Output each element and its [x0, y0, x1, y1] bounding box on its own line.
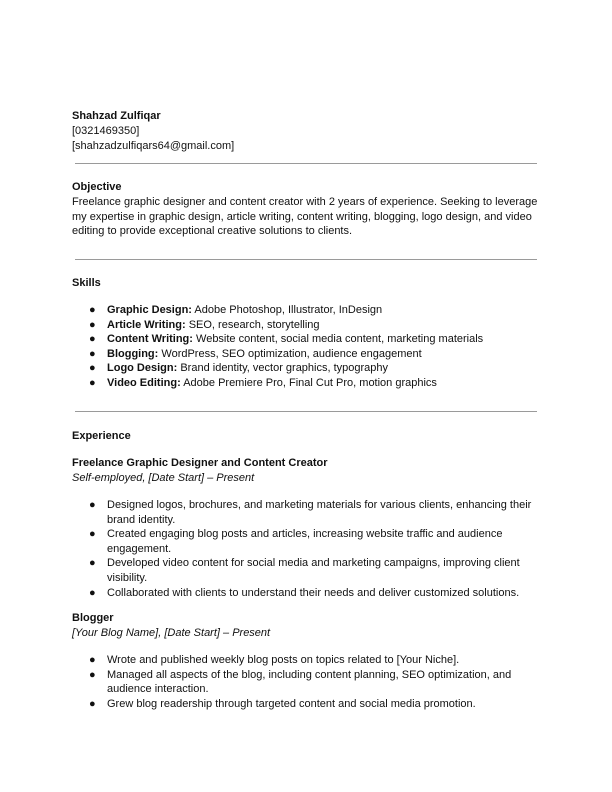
job-title: Freelance Graphic Designer and Content Creator	[72, 457, 328, 469]
job-entry	[72, 611, 540, 711]
list-item	[72, 498, 540, 527]
skill-value: Brand identity, vector graphics, typography	[180, 362, 389, 375]
bullet-icon: ●	[89, 697, 96, 710]
bullet-icon: ●	[89, 499, 96, 511]
list-item	[72, 668, 540, 697]
divider	[75, 259, 537, 260]
bullet-icon: ●	[89, 557, 96, 570]
list-item	[72, 586, 540, 601]
objective-text: Freelance graphic designer and content creator with 2 years of experience. Seeking to leverage my expertise in graphic design, article writing, content writing, blogging, logo design, and video editing to provide exceptional creative solutions to clients.	[72, 196, 538, 238]
list-item	[72, 527, 540, 556]
objective-heading: Objective	[72, 181, 122, 193]
experience-section	[72, 429, 540, 712]
bullet-text: Wrote and published weekly blog posts on topics related to [Your Niche].	[107, 654, 460, 667]
job-title: Blogger	[72, 612, 114, 625]
candidate-name: Shahzad Zulfiqar	[72, 110, 161, 122]
skill-label: Article Writing:	[107, 318, 186, 331]
skill-item	[72, 318, 540, 333]
list-item	[72, 697, 540, 712]
list-item	[72, 653, 540, 668]
skill-item	[72, 376, 540, 391]
skill-value: SEO, research, storytelling	[188, 318, 320, 331]
bullet-icon: ●	[89, 586, 96, 599]
skill-label: Blogging:	[107, 347, 159, 360]
bullet-text: Created engaging blog posts and articles, increasing website traffic and audience engagement.	[107, 528, 503, 555]
divider	[75, 163, 537, 164]
bullet-icon: ●	[89, 528, 96, 541]
skill-item	[72, 361, 540, 376]
skill-label: Graphic Design:	[107, 304, 192, 316]
bullet-icon: ●	[89, 376, 96, 389]
bullet-icon: ●	[89, 668, 96, 681]
skills-list	[72, 303, 540, 391]
job-bullets	[72, 653, 540, 711]
skills-section	[72, 276, 540, 391]
bullet-icon: ●	[89, 362, 96, 375]
phone-number: [0321469350]	[72, 125, 140, 137]
bullet-icon: ●	[89, 333, 96, 346]
skill-value: Adobe Photoshop, Illustrator, InDesign	[194, 304, 383, 316]
job-bullets	[72, 498, 540, 600]
skill-item	[72, 332, 540, 347]
bullet-text: Developed video content for social media and marketing campaigns, improving client visibility.	[107, 557, 520, 584]
job-subtitle: Self-employed, [Date Start] – Present	[72, 472, 255, 484]
experience-heading: Experience	[72, 430, 131, 442]
list-item	[72, 556, 540, 585]
bullet-icon: ●	[89, 304, 96, 316]
bullet-text: Grew blog readership through targeted content and social media promotion.	[107, 697, 476, 710]
bullet-text: Managed all aspects of the blog, including content planning, SEO optimization, and audience interaction.	[107, 668, 512, 696]
skill-label: Content Writing:	[107, 333, 193, 346]
skills-heading: Skills	[72, 277, 101, 289]
skill-item	[72, 347, 540, 362]
contact-block	[72, 109, 540, 153]
bullet-icon: ●	[89, 654, 96, 667]
email-address: [shahzadzulfiqars64@gmail.com]	[72, 139, 235, 152]
skill-item	[72, 303, 540, 318]
skill-label: Logo Design:	[107, 362, 178, 375]
bullet-text: Collaborated with clients to understand their needs and deliver customized solutions.	[107, 586, 520, 599]
bullet-text: Designed logos, brochures, and marketing materials for various clients, enhancing their brand identity.	[107, 499, 532, 526]
bullet-icon: ●	[89, 347, 96, 360]
job-entry	[72, 456, 540, 600]
job-subtitle: [Your Blog Name], [Date Start] – Present	[72, 627, 271, 640]
skill-label: Video Editing:	[107, 376, 181, 389]
skill-value: Website content, social media content, marketing materials	[196, 333, 484, 346]
objective-section	[72, 180, 540, 239]
skill-value: Adobe Premiere Pro, Final Cut Pro, motion graphics	[183, 376, 437, 389]
divider	[75, 411, 537, 412]
skill-value: WordPress, SEO optimization, audience engagement	[161, 347, 422, 360]
bullet-icon: ●	[89, 318, 96, 331]
